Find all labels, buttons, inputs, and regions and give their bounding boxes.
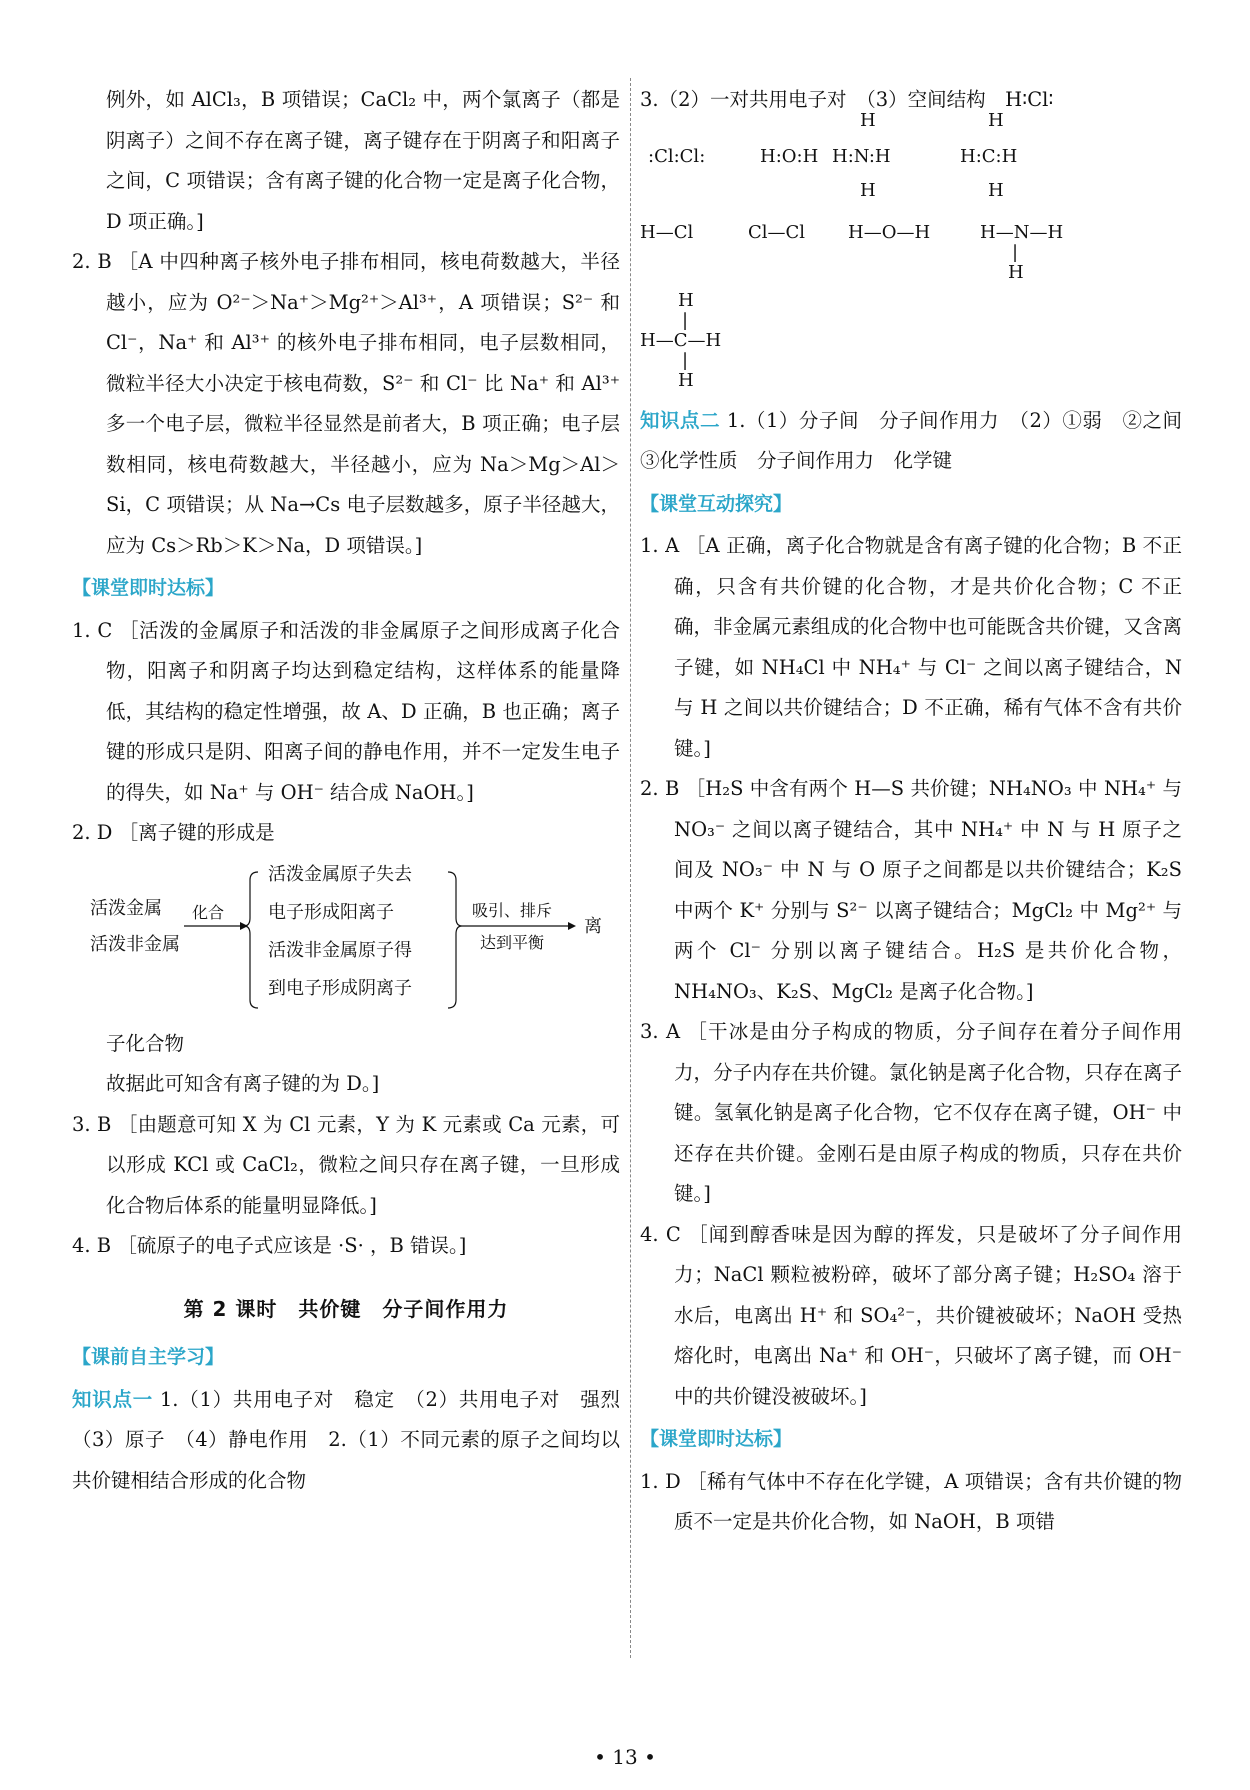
bond-vertical: | (682, 309, 689, 331)
electron-formula-h2o: H:O:H (760, 145, 819, 167)
answer-item: 3. B ［由题意可知 X 为 Cl 元素，Y 为 K 元素或 Ca 元素，可以形成 KCl 或 CaCl₂，微粒之间只存在离子键，一旦形成化合物后体系的能量明显降低。] (72, 1112, 620, 1217)
section-heading: 【课前自主学习】 (72, 1346, 225, 1368)
answer-item: 2. B ［A 中四种离子核外电子排布相同，核电荷数越大，半径越小，应为 O²⁻＞Na⁺＞Mg²⁺＞Al³⁺，A 项错误；S²⁻ 和 Cl⁻，Na⁺ 和 Al³⁺ 的核外电子排布相同，电子层数相同，微粒半径大小决定于核电荷数，S²⁻ 和 Cl⁻ 比 Na⁺ 和 Al³⁺ 多一个电子层，微粒半径显然是前者大，B 项正确；电子层数相同，核电荷数越大，半径越小，应为 Na＞Mg＞Al＞Si，C 项错误；从 Na→Cs 电子层数越多，原子半径越大，应为 Cs＞Rb＞K＞Na，D 项错误。] (72, 250, 620, 557)
answer-item: 2. D ［离子键的形成是 (72, 821, 275, 844)
diagram-label: 活泼非金属 (90, 933, 180, 955)
answer-text: 子化合物 (106, 1031, 185, 1055)
electron-formula-ch4: H:C:H (960, 145, 1018, 167)
structural-formula-hcl: H—Cl (640, 221, 694, 243)
answer-item: 4. C ［闻到醇香味是因为醇的挥发，只是破坏了分子间作用力；NaCl 颗粒被粉碎，破坏了部分离子键；H₂SO₄ 溶于水后，电离出 H⁺ 和 SO₄²⁻，共价键被破坏；NaOH 受热熔化时，电离出 Na⁺ 和 OH⁻，只破坏了离子键，而 OH⁻ 中的共价键没被破坏。] (640, 1222, 1182, 1408)
right-column (640, 80, 1202, 1543)
diagram-text: 到电子形成阴离子 (268, 977, 412, 999)
structural-h: H (860, 179, 876, 201)
answer-item: 4. B ［硫原子的电子式应该是 ·S· ，B 错误。] (72, 1234, 467, 1257)
structural-formula-ch4: H—C—H (640, 329, 722, 351)
structural-h: H (988, 179, 1004, 201)
electron-formula-cl2: :Cl:Cl: (648, 145, 706, 167)
bond-vertical: | (682, 349, 689, 371)
answer-item: 3. A ［干冰是由分子构成的物质，分子间存在着分子间作用力，分子内存在共价键。氯化钠是离子化合物，只存在离子键。氢氧化钠是离子化合物，它不仅存在离子键，OH⁻ 中还存在共价键。金刚石是由原子构成的物质，只存在共价键。] (640, 1020, 1182, 1205)
section-heading: 【课堂即时达标】 (72, 577, 225, 599)
structural-h: H (678, 289, 694, 311)
diagram-text: 电子形成阳离子 (268, 901, 394, 923)
structural-formula-h2o: H—O—H (848, 221, 931, 243)
diagram-arrow-label: 达到平衡 (480, 932, 545, 952)
diagram-label: 活泼金属 (90, 897, 162, 919)
answer-item: 1. A ［A 正确，离子化合物就是含有离子键的化合物；B 不正确，只含有共价键的化合物，才是共价化合物；C 不正确，非金属元素组成的化合物中也可能既含共价键，又含离子键，如 NH₄Cl 中 NH₄⁺ 与 Cl⁻ 之间以离子键结合，N 与 H 之间以共价键结合；D 不正确，稀有气体不含有共价键。] (640, 534, 1182, 760)
structural-h: H (1008, 261, 1024, 283)
column-divider (630, 78, 631, 1658)
diagram-arrow-label: 化合 (192, 902, 225, 922)
structural-h: H (860, 109, 876, 131)
electron-formula-nh3: H:N:H (832, 145, 891, 167)
bond-vertical: | (1012, 241, 1019, 263)
answer-text: 3.（2）一对共用电子对 （3）空间结构 H∶Cl∶ (640, 88, 1054, 111)
knowledge-point-label: 知识点二 (640, 408, 721, 432)
diagram-text: 活泼金属原子失去 (268, 863, 412, 885)
page-number: • 13 • (594, 1745, 656, 1769)
knowledge-point (72, 1380, 640, 1502)
diagram-arrow-label: 吸引、排斥 (472, 900, 553, 920)
section-heading: 【课堂互动探究】 (640, 492, 793, 515)
section-heading: 【课堂即时达标】 (640, 1428, 793, 1450)
answer-text: 例外，如 AlCl₃，B 项错误；CaCl₂ 中，两个氯离子（都是阴离子）之间不存在离子键，离子键存在于阴离子和阳离子之间，C 项错误；含有离子键的化合物一定是离子化合物，D 项正确。] (106, 88, 620, 233)
electron-structural-formulas (640, 109, 1182, 461)
structural-formula-cl2: Cl—Cl (748, 221, 806, 243)
answer-item: 2. B ［H₂S 中含有两个 H—S 共价键；NH₄NO₃ 中 NH₄⁺ 与 NO₃⁻ 之间以离子键结合，其中 NH₄⁺ 中 N 与 H 原子之间及 NO₃⁻ 中 N 与 O 原子之间都是以共价键结合；K₂S 中两个 K⁺ 分别与 S²⁻ 以离子键结合；MgCl₂ 中 Mg²⁺ 与两个 Cl⁻ 分别以离子键结合。H₂S 是共价化合物，NH₄NO₃、K₂S、MgCl₂ 是离子化合物。] (640, 777, 1182, 1003)
answer-item: 1. D ［稀有气体中不存在化学键，A 项错误；含有共价键的物质不一定是共价化合物，如 NaOH，B 项错 (640, 1469, 1182, 1533)
structural-h: H (678, 369, 694, 391)
structural-h: H (988, 109, 1004, 131)
answer-text: 故据此可知含有离子键的为 D。] (106, 1072, 380, 1095)
structural-formula-nh3: H—N—H (980, 221, 1064, 243)
answer-item: 1. C ［活泼的金属原子和活泼的非金属原子之间形成离子化合物，阳离子和阴离子均达到稳定结构，这样体系的能量降低，其结构的稳定性增强，故 A、D 正确，B 也正确；离子键的形成只是阴、阳离子间的静电作用，并不一定发生电子的得失，如 Na⁺ 与 OH⁻ 结合成 NaOH。] (72, 618, 620, 804)
lesson-title: 第 2 课时 共价键 分子间作用力 (183, 1296, 509, 1321)
ionic-bond-diagram (72, 860, 620, 1020)
knowledge-point-text: 1.（1）共用电子对 稳定 （2）共用电子对 强烈 （3）原子 （4）静电作用 2.（1）不同元素的原子之间均以共价键相结合形成的化合物 (72, 1387, 640, 1492)
left-column (72, 80, 640, 1501)
knowledge-point-text: 1.（1）分子间 分子间作用力 （2）①弱 ②之间 ③化学性质 分子间作用力 化学键 (640, 408, 1202, 472)
knowledge-point-label: 知识点一 (72, 1387, 153, 1411)
diagram-text: 活泼非金属原子得 (268, 939, 412, 961)
diagram-text: 离 (584, 915, 602, 937)
